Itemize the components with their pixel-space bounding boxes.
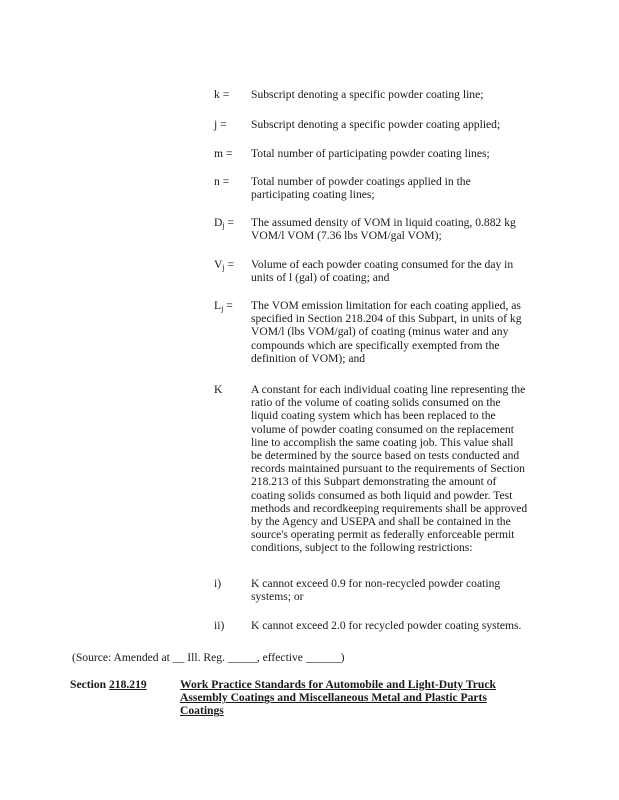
restriction-label-ii: ii) xyxy=(214,619,225,632)
definition-text-lj: The VOM emission limitation for each coating applied, as specified in Section 218.204 of this Subpart, in units of kg VOM/l (lbs VOM/gal) of coating (minus water and any compounds which are specifically exempted from the definition of VOM); and xyxy=(251,299,522,365)
section-label: Section 218.219 xyxy=(70,678,147,691)
restriction-text-i: K cannot exceed 0.9 for non-recycled powder coating systems; or xyxy=(251,577,501,604)
definition-term-dj: $D_j$ = xyxy=(214,216,235,230)
definition-term-lj: $L_j$ = xyxy=(214,299,233,313)
definition-text-k: Subscript denoting a specific powder coating line; xyxy=(251,88,484,101)
definition-text-k-constant: A constant for each individual coating line representing the ratio of the volume of coating solids consumed on the liquid coating system which has been replaced to the volume of powder coating consumed on the replacement line to accomplish the same coating job. This value shall be determined by the source based on tests conducted and records maintained pursuant to the requirements of Section 218.213 of this Subpart demonstrating the amount of coating solids consumed as both liquid and powder. Test methods and recordkeeping requirements shall be approved by the Agency and USEPA and shall be contained in the source's operating permit as federally enforceable permit conditions, subject to the following restrictions: xyxy=(251,383,528,555)
section-title: Work Practice Standards for Automobile and Light-Duty Truck Assembly Coatings and Miscellaneous Metal and Plastic Parts Coatings xyxy=(180,678,496,718)
definition-term-k: k = xyxy=(214,88,230,101)
source-note: (Source: Amended at __ Ill. Reg. _____, effective ______) xyxy=(72,651,345,664)
definition-term-k-constant: K xyxy=(214,383,223,396)
restriction-text-ii: K cannot exceed 2.0 for recycled powder coating systems. xyxy=(251,619,522,632)
definition-text-vj: Volume of each powder coating consumed for the day in units of l (gal) of coating; and xyxy=(251,258,514,285)
definition-term-m: m = xyxy=(214,147,233,160)
definition-term-j: j = xyxy=(214,118,227,131)
definition-text-dj: The assumed density of VOM in liquid coating, 0.882 kg VOM/l VOM (7.36 lbs VOM/gal VOM); xyxy=(251,216,516,243)
definition-text-n: Total number of powder coatings applied in the participating coating lines; xyxy=(251,175,471,202)
restriction-label-i: i) xyxy=(214,577,222,590)
definition-term-n: n = xyxy=(214,175,230,188)
definition-term-vj: $V_j$ = xyxy=(214,258,235,272)
definition-text-m: Total number of participating powder coating lines; xyxy=(251,147,490,160)
definition-text-j: Subscript denoting a specific powder coating applied; xyxy=(251,118,501,131)
